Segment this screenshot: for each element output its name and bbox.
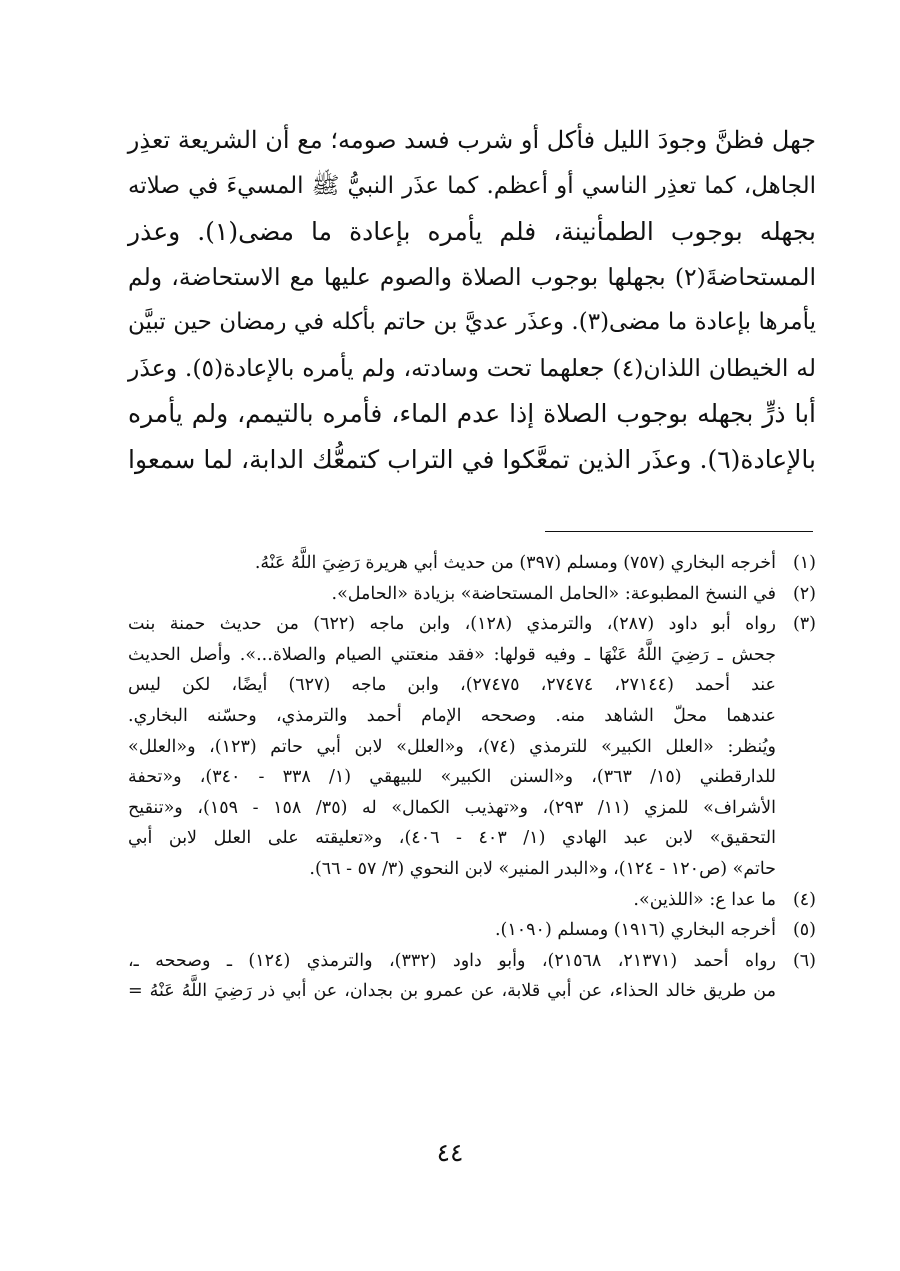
- footnote-line: رواه أبو داود (٢٨٧)، والترمذي (١٢٨)، وابن ماجه (٦٢٢) من حديث حمنة بنت: [128, 614, 776, 635]
- footnote-1: [128, 548, 816, 579]
- footnote-line: عندهما محلّ الشاهد منه. وصححه الإمام أحمد والترمذي، وحسّنه البخاري.: [128, 705, 776, 726]
- footnote-line: للدارقطني (١٥/ ٣٦٣)، و«السنن الكبير» للبيهقي (١/ ٣٣٨ - ٣٤٠)، و«تحفة: [128, 767, 776, 788]
- main-text-line: له الخيطان اللذان(٤) جعلهما تحت وسادته، ولم يأمره بالإعادة(٥). وعذَر: [128, 353, 816, 382]
- footnote-line: ما عدا ع: «اللذين».: [633, 889, 776, 910]
- footnote-number: (٤): [792, 889, 816, 910]
- footnote-separator: [545, 531, 813, 532]
- footnote-2: [128, 579, 816, 610]
- footnote-line: أخرجه البخاري (١٩١٦) ومسلم (١٠٩٠).: [494, 920, 776, 941]
- footnote-3: [128, 609, 816, 884]
- main-text-line: الجاهل، كما تعذِر الناسي أو أعظم. كما عذَر النبيُّ ﷺ المسيءَ في صلاته: [128, 172, 816, 199]
- main-text-line: أبا ذرٍّ بجهله بوجوب الصلاة إذا عدم الماء، فأمره بالتيمم، ولم يأمره: [128, 399, 817, 428]
- footnote-4: [128, 885, 816, 916]
- footnote-number: (٥): [792, 920, 816, 941]
- footnote-line: ويُنظر: «العلل الكبير» للترمذي (٧٤)، و«العلل» لابن أبي حاتم (١٢٣)، و«العلل»: [128, 736, 776, 757]
- footnote-line: رواه أحمد (٢١٣٧١، ٢١٥٦٨)، وأبو داود (٣٣٢)، والترمذي (١٢٤) ـ وصححه ـ،: [128, 950, 776, 971]
- page-number: ٤٤: [436, 1138, 464, 1167]
- footnote-line: في النسخ المطبوعة: «الحامل المستحاضة» بزيادة «الحامل».: [331, 583, 776, 604]
- footnote-number: (٦): [792, 950, 816, 971]
- footnote-line: من طريق خالد الحذاء، عن أبي قلابة، عن عمرو بن بجدان، عن أبي ذر رَضِيَ اللَّهُ عَنْهُ =: [128, 981, 776, 1002]
- footnote-number: (١): [792, 553, 816, 573]
- footnote-line: عند أحمد (٢٧١٤٤، ٢٧٤٧٤، ٢٧٤٧٥)، وابن ماجه (٦٢٧) أيضًا، لكن ليس: [128, 675, 776, 696]
- footnote-line: التحقيق» لابن عبد الهادي (١/ ٤٠٣ - ٤٠٦)، و«تعليقته على العلل لابن أبي: [128, 828, 776, 849]
- footnote-line: أخرجه البخاري (٧٥٧) ومسلم (٣٩٧) من حديث أبي هريرة رَضِيَ اللَّهُ عَنْهُ.: [254, 553, 776, 573]
- footnote-line: الأشراف» للمزي (١١/ ٢٩٣)، و«تهذيب الكمال» له (٣٥/ ١٥٨ - ١٥٩)، و«تنقيح: [128, 797, 776, 818]
- main-text-body: [128, 118, 816, 482]
- footnote-line: جحش ـ رَضِيَ اللَّهُ عَنْهَا ـ وفيه قولها: «فقد منعتني الصيام والصلاة...». وأصل الحديث: [128, 644, 776, 665]
- main-text-line: المستحاضةَ(٢) بجهلها بوجوب الصلاة والصوم عليها مع الاستحاضة، ولم: [128, 262, 816, 291]
- main-text-line: بجهله بوجوب الطمأنينة، فلم يأمره بإعادة ما مضى(١). وعذر: [128, 217, 816, 246]
- footnote-number: (٢): [792, 583, 816, 604]
- main-text-line: يأمرها بإعادة ما مضى(٣). وعذَر عديَّ بن حاتم بأكله في رمضان حين تبيَّن: [128, 309, 816, 335]
- footnote-6: [128, 946, 816, 1007]
- main-text-line: جهل فظنَّ وجودَ الليل فأكل أو شرب فسد صومه؛ مع أن الشريعة تعذِر: [127, 126, 816, 154]
- footnote-5: [128, 915, 816, 946]
- footnote-number: (٣): [792, 614, 816, 635]
- main-text-line: بالإعادة(٦). وعذَر الذين تمعَّكوا في التراب كتمعُّك الدابة، لما سمعوا: [128, 444, 816, 474]
- footnotes: [128, 548, 816, 1007]
- footnote-line: حاتم» (ص١٢٠ - ١٢٤)، و«البدر المنير» لابن النحوي (٣/ ٥٧ - ٦٦).: [309, 858, 776, 879]
